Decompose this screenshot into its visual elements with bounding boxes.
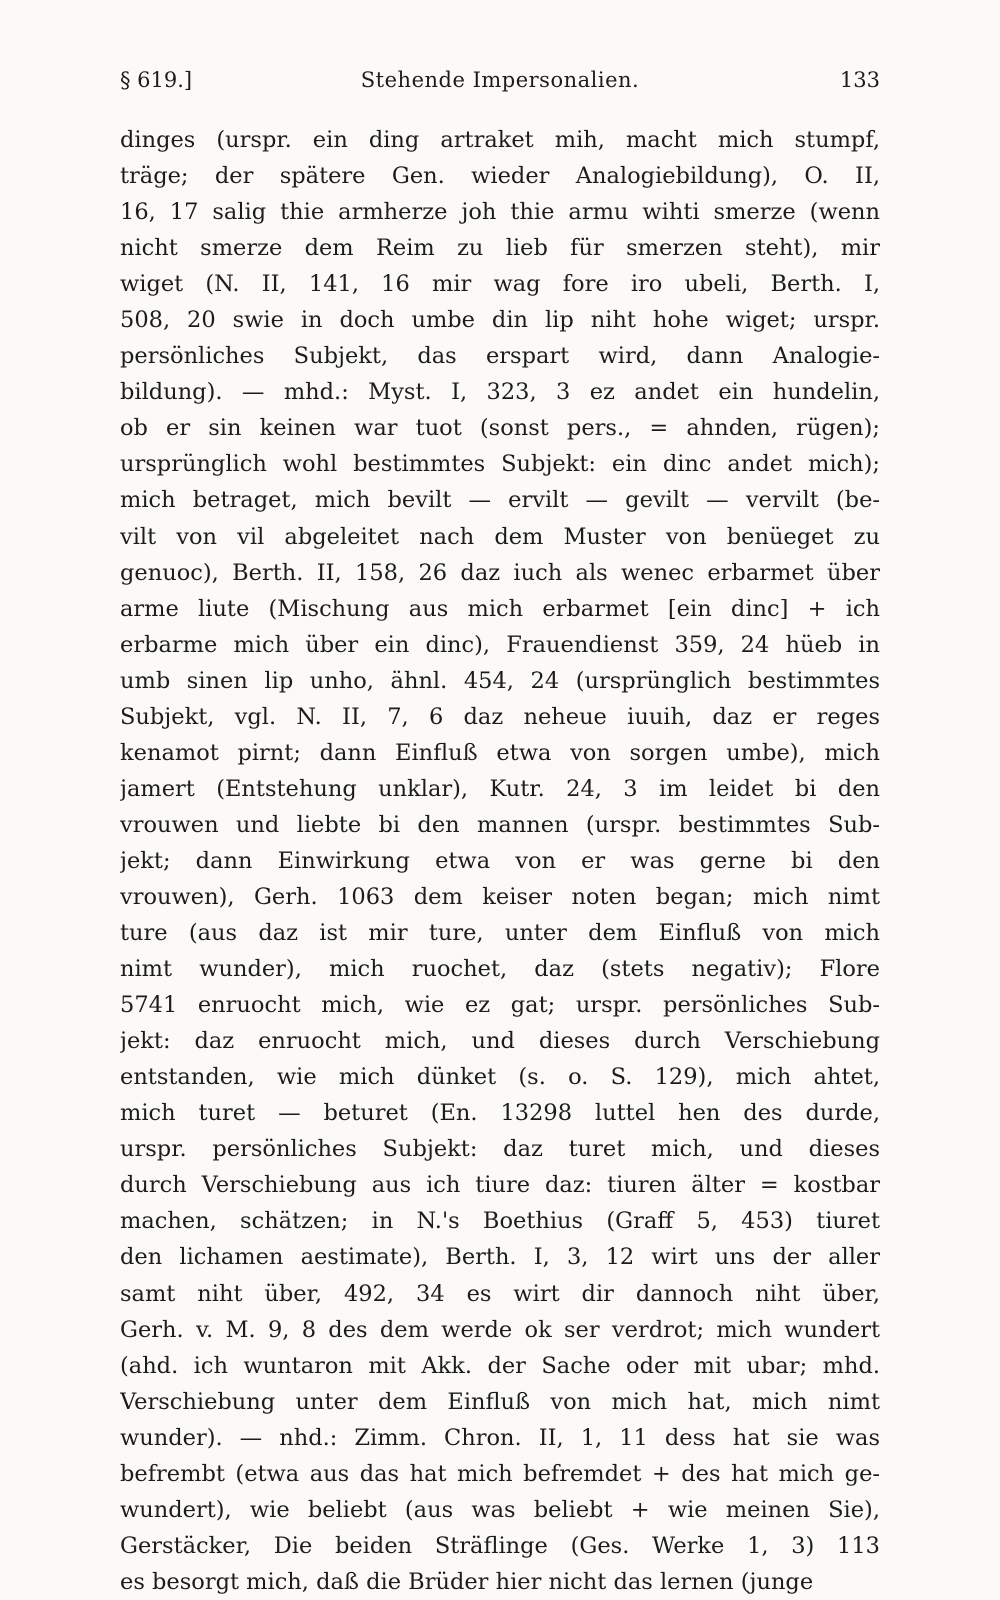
text-line: vrouwen), Gerh. 1063 dem keiser noten began; mich nimt <box>120 883 880 910</box>
running-title: Stehende Impersonalien. <box>360 68 640 92</box>
text-line: ob er sin keinen war tuot (sonst pers., = ahnden, rügen); <box>120 415 880 442</box>
text-line: mich betraget, mich bevilt — ervilt — gevilt — vervilt (be- <box>120 487 880 514</box>
running-header <box>120 58 880 106</box>
text-line: vrouwen und liebte bi den mannen (urspr. bestimmtes Sub- <box>120 811 880 838</box>
text-line: umb sinen lip unho, ähnl. 454, 24 (ursprünglich bestimmtes <box>120 667 880 694</box>
text-line: jekt: daz enruocht mich, und dieses durch Verschiebung <box>120 1028 880 1055</box>
text-line: befrembt (etwa aus das hat mich befremdet + des hat mich ge- <box>120 1460 880 1487</box>
text-line: ture (aus daz ist mir ture, unter dem Einfluß von mich <box>120 920 880 947</box>
text-line: entstanden, wie mich dünket (s. o. S. 129), mich ahtet, <box>120 1064 880 1091</box>
text-line: es besorgt mich, daß die Brüder hier nicht das lernen (junge <box>120 1568 814 1595</box>
text-line: Gerh. v. M. 9, 8 des dem werde ok ser verdrot; mich wundert <box>120 1316 880 1343</box>
text-line: durch Verschiebung aus ich tiure daz: tiuren älter = kostbar <box>120 1172 880 1199</box>
text-line: (ahd. ich wuntaron mit Akk. der Sache oder mit ubar; mhd. <box>120 1352 880 1379</box>
text-line: jamert (Entstehung unklar), Kutr. 24, 3 im leidet bi den <box>120 775 880 802</box>
text-line: wundert), wie beliebt (aus was beliebt + wie meinen Sie), <box>120 1496 880 1523</box>
text-line: wunder). — nhd.: Zimm. Chron. II, 1, 11 dess hat sie was <box>120 1424 880 1451</box>
text-line: Verschiebung unter dem Einfluß von mich hat, mich nimt <box>120 1388 880 1415</box>
text-line: kenamot pirnt; dann Einfluß etwa von sorgen umbe), mich <box>120 739 880 766</box>
text-line: Gerstäcker, Die beiden Sträflinge (Ges. Werke 1, 3) 113 <box>120 1532 880 1559</box>
text-line: arme liute (Mischung aus mich erbarmet [ein dinc] + ich <box>120 595 880 622</box>
text-line: erbarme mich über ein dinc), Frauendienst 359, 24 hüeb in <box>120 631 880 658</box>
text-line: 508, 20 swie in doch umbe din lip niht hohe wiget; urspr. <box>120 307 880 334</box>
text-line: ursprünglich wohl bestimmtes Subjekt: ein dinc andet mich); <box>120 451 880 478</box>
text-line: 16, 17 salig thie armherze joh thie armu wihti smerze (wenn <box>120 199 880 226</box>
text-line: 5741 enruocht mich, wie ez gat; urspr. persönliches Sub- <box>120 992 880 1019</box>
text-line: urspr. persönliches Subjekt: daz turet mich, und dieses <box>120 1136 880 1163</box>
text-line: samt niht über, 492, 34 es wirt dir dannoch niht über, <box>120 1280 880 1307</box>
section-number: § 619.] <box>120 68 193 92</box>
text-line: persönliches Subjekt, das erspart wird, dann Analogie- <box>120 343 880 370</box>
text-line: den lichamen aestimate), Berth. I, 3, 12 wirt uns der aller <box>120 1244 880 1271</box>
text-line: Subjekt, vgl. N. II, 7, 6 daz neheue iuuih, daz er reges <box>120 703 880 730</box>
text-line: mich turet — beturet (En. 13298 luttel hen des durde, <box>120 1100 880 1127</box>
text-line: machen, schätzen; in N.'s Boethius (Graff 5, 453) tiuret <box>120 1208 880 1235</box>
text-line: nimt wunder), mich ruochet, daz (stets negativ); Flore <box>120 956 880 983</box>
text-line: jekt; dann Einwirkung etwa von er was gerne bi den <box>120 847 880 874</box>
text-line: genuoc), Berth. II, 158, 26 daz iuch als wenec erbarmet über <box>120 559 880 586</box>
text-line: nicht smerze dem Reim zu lieb für smerzen steht), mir <box>120 235 880 262</box>
text-line: vilt von vil abgeleitet nach dem Muster von benüeget zu <box>120 523 880 550</box>
text-line: bildung). — mhd.: Myst. I, 323, 3 ez andet ein hundelin, <box>120 379 880 406</box>
text-line: träge; der spätere Gen. wieder Analogiebildung), O. II, <box>120 163 880 190</box>
body-paragraph <box>120 122 880 1600</box>
text-line: wiget (N. II, 141, 16 mir wag fore iro ubeli, Berth. I, <box>120 271 880 298</box>
text-line: dinges (urspr. ein ding artraket mih, macht mich stumpf, <box>120 127 880 153</box>
page-number: 133 <box>839 68 880 92</box>
